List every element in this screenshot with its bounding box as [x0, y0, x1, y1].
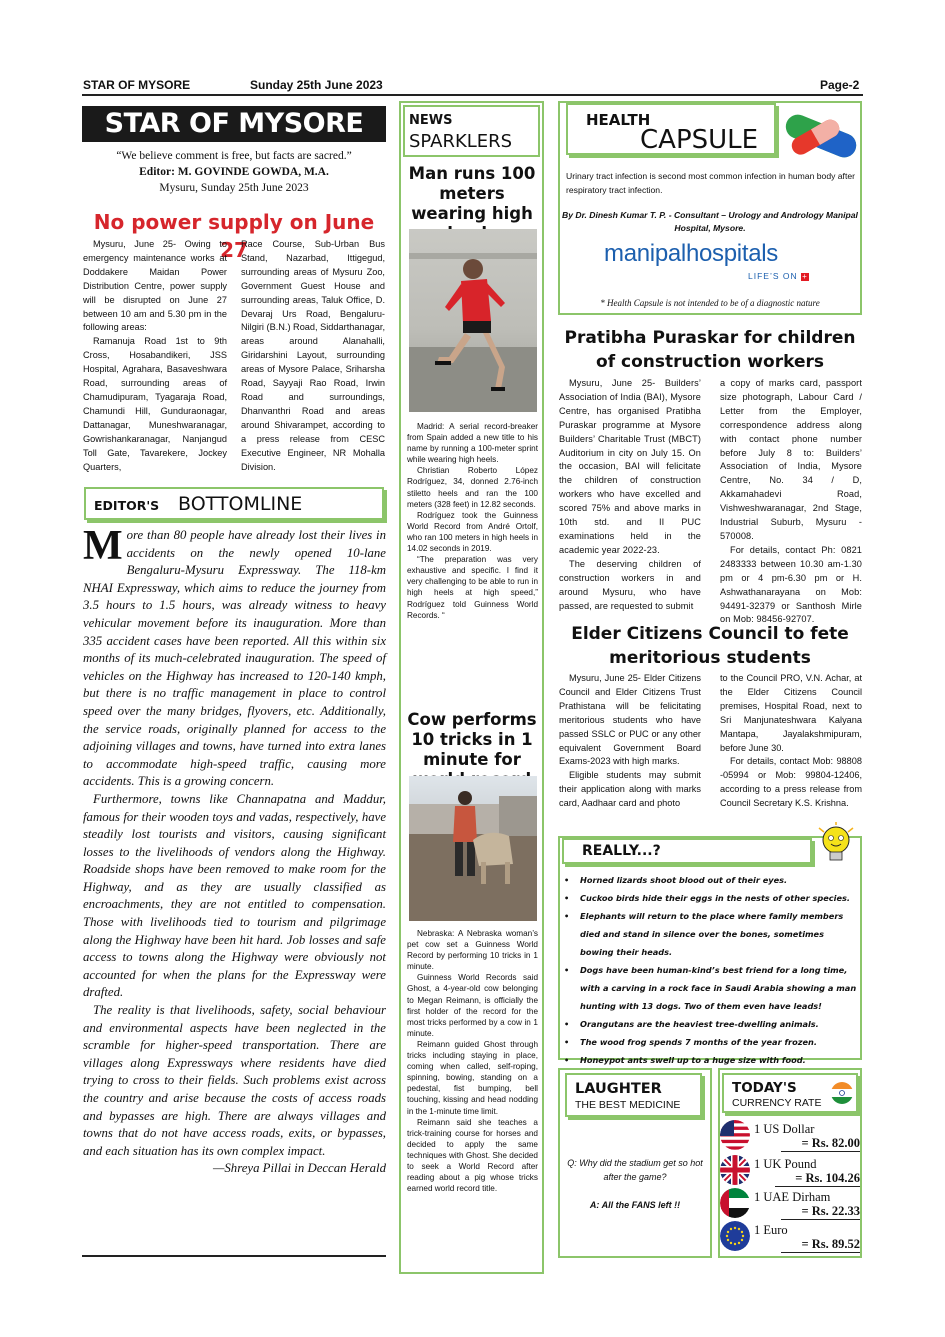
- cow-illustration: [409, 776, 537, 921]
- editorial-dropcap: M: [83, 523, 123, 569]
- elder-para: For details, contact Mob: 98808 -05994 or Mob: 99804-12406, according to a press release from Council Secretary K.S. Krishna.: [720, 756, 862, 809]
- header-paper-name: STAR OF MYSORE: [83, 78, 191, 92]
- elder-para: to the Council PRO, V.N. Achar, at the Elder Citizens Council premises, Hospital Road, next to Sri Manjunateshwara Kalyana Mantapa, Jayalakshmipuram, before June 30.: [720, 673, 862, 753]
- masthead-motto: “We believe comment is free, but facts are sacred.”: [116, 150, 352, 162]
- editorial-label-b: BOTTOMLINE: [178, 493, 303, 515]
- sparkler-2-body: [407, 928, 538, 1194]
- india-flag-icon: [830, 1081, 854, 1105]
- currency-name: 1 UAE Dirham: [754, 1190, 831, 1204]
- really-fact: • Honeypot ants swell up to a huge size with food.: [560, 1051, 860, 1069]
- currency-rate: = Rs. 89.52: [781, 1237, 860, 1253]
- pratibha-headline: Pratibha Puraskar for children of construction workers: [564, 328, 856, 372]
- pratibha-col-1: [559, 377, 701, 627]
- elder-para: Mysuru, June 25- Elder Citizens Council and Elder Citizens Trust Prathistana will be felicitating meritorious students who have passed SSLC or PUC or any other equivalent Government Board Exams-2023 with high marks.: [559, 673, 701, 767]
- power-col-2: [241, 238, 385, 474]
- runner-photo: [409, 229, 537, 412]
- really-fact: • Dogs have been human-kind’s best friend for a long time, with a carving in a rock face in Saudi Arabia showing a man hunting with 13 dogs. Two of them even have leads!: [560, 961, 860, 1015]
- really-fact: • Elephants will return to the place where family members died and stand in silence over the bones, sometimes bowing their heads.: [560, 907, 860, 961]
- sparkler-2-para: Reimann said she teaches a trick-training course for horses and decided to apply the same techniques with Ghost. She decided to seek a World Record after reading about a pig whose tricks earned world record title.: [407, 1117, 538, 1194]
- currency-label-b: CURRENCY RATE: [732, 1097, 822, 1109]
- editorial-para: [83, 523, 386, 791]
- editorial-para-2: Furthermore, towns like Channapatna and Maddur, famous for their wooden toys and vadas, respectively, have steadily lost tourists and visitors, causing significant losses to the livelihoods of vendors along the Highway. Roadside shops have been removed to make room for the Highway, and as they are usually classified as encroachments, they are not entitled to compensation. Those with livelihoods tied to tourism and pilgrimage along the Highway have been hit hard. Job losses and safe access to towns along the Highway were obviously not accounted for when the plans for the Expressway were drafted.: [83, 791, 386, 1000]
- power-headline: No power supply on June 27: [93, 210, 375, 262]
- currency-row: [720, 1120, 860, 1152]
- manipal-tagline: [748, 271, 809, 281]
- health-text: Urinary tract infection is second most common infection in human body after respiratory tract infection.: [566, 171, 855, 195]
- pratibha-para: For details, contact Ph: 0821 2483333 between 10.30 am-1.30 pm or 4 pm-6.30 pm or H. Ashwathanarayana on Mob: 94491-32379 or Santhosh Mirle on Mob: 98456-92707.: [720, 544, 862, 625]
- health-label-b: CAPSULE: [640, 125, 759, 155]
- power-para: Race Course, Sub-Urban Bus Stand, Nazarbad, Ittigegud, surrounding areas of Mysuru Zoo, Government Guest House and surrounding areas, Taluk Office, D. Devaraj Urs Road, Bengaluru-Nilgiri (B.N.) Road, Siddarthanagar, areas around Alanahalli, Giridarshini Layout, surrounding areas of Mysore Palace, Sriharsha Road, Sayyaji Rao Road, Irwin Road and surroundings, Dhanvanthri Road and areas around Shivarampet, according to a press release from CESC Executive Engineer, NR Mohalla Division.: [241, 239, 386, 472]
- masthead-editor: Editor: M. GOVINDE GOWDA, M.A.: [139, 166, 329, 178]
- left-bottom-rule: [82, 1255, 386, 1257]
- really-fact: • Horned lizards shoot blood out of their eyes.: [560, 871, 860, 889]
- header-date: Sunday 25th June 2023: [250, 78, 383, 92]
- us-flag-icon: [720, 1120, 750, 1150]
- header-rule: [82, 94, 863, 96]
- sparkler-1-para: Christian Roberto López Rodríguez, 34, donned 2.76-inch stiletto heels and ran the 100 meters (328 feet) in 12.82 seconds.: [407, 466, 538, 509]
- editorial-para-1: ore than 80 people have already lost their lives in accidents on the newly opened 10-lane Bengaluru-Mysuru Expressway. The 118-km NHAI Expressway, which aims to reduce the journey from 3.5 hours to 1.5 hours, was already witness to heavy vehicular movement before its inauguration. More than 335 accident cases have been reported. All this within six months of its much-celebrated inauguration. The speed of vehicles on the Highway has increased to 120-140 kmph, but there is no traffic management in place to control speed over the many bridges, flyovers, etc. Additionally, the service roads, originally planned for access to the adjoining villages and towns, have turned into extra lanes to accommodate high-speed traffic, causing more accidents. This is a growing concern.: [83, 528, 386, 789]
- really-list: [560, 871, 860, 1069]
- laughter-answer: A: All the FANS left !!: [589, 1200, 681, 1210]
- power-para: Ramanuja Road 1st to 9th Cross, Hosabandikeri, JSS Hospital, Agrahara, Basaveshwara Road, surrounding areas of Chamudipuram, Tyagaraja Road, Chamundi Hill, Gunduraonagar, Dattanagar, Muneshwaranagar, Gowrishankaranagar, Nanjangud Toll Gate, Tavarekere, Jockey Quarters,: [83, 336, 227, 472]
- sparkler-2-para: Guinness World Records said Ghost, a 4-year-old cow belonging to Megan Reimann, is officially the first holder of the record for the most tricks performed by a cow in 1 minute.: [407, 973, 538, 1038]
- health-label-box: [566, 103, 776, 155]
- power-col-1: [83, 238, 227, 474]
- laughter-question: Q: Why did the stadium get so hot after the game?: [567, 1158, 703, 1182]
- masthead-dateline: Mysuru, Sunday 25th June 2023: [159, 182, 309, 194]
- currency-list: [720, 1120, 858, 1255]
- editorial-credit: —Shreya Pillai in Deccan Herald: [213, 1161, 386, 1176]
- currency-rate: = Rs. 104.26: [775, 1171, 860, 1187]
- really-fact: • Orangutans are the heaviest tree-dwelling animals.: [560, 1015, 860, 1033]
- sparkler-1-para: Rodríguez took the Guinness World Record from André Ortolf, who ran 100 meters in high heels in 14.02 seconds in 2019.: [407, 510, 538, 554]
- sparkler-1-headline: Man runs 100 meters wearing high: [408, 164, 536, 223]
- laughter-label-box: [565, 1073, 702, 1117]
- elder-para: Eligible students may submit their application along with marks card, Aadhaar card and photo: [559, 770, 701, 809]
- pratibha-para: Mysuru, June 25- Builders’ Association of India (BAI), Mysore Centre, has organised Pratibha Puraskar programme at Mysore Builders’ Charitable Trust (MBCT) Auditorium in city on July 15. On the occasion, BAI will felicitate the children of construction workers who have excelled and scored 75% and above marks in 10th std. and II PUC examinations held in the academic year 2022-23.: [559, 378, 701, 555]
- laughter-label-a: LAUGHTER: [575, 1081, 662, 1097]
- sparkler-2-para: Nebraska: A Nebraska woman’s pet cow set a Guinness World Record by performing 10 tricks in 1 minute.: [407, 929, 538, 972]
- header-page-number: Page-2: [820, 78, 860, 92]
- sparkler-2-headline: Cow performs 10 tricks in 1 minute for: [407, 710, 537, 769]
- health-byline: By Dr. Dinesh Kumar T. P. - Consultant – Urology and Andrology Manipal Hospital, Mysore.: [562, 210, 858, 233]
- editorial-label-box: [84, 487, 384, 520]
- health-label-a: HEALTH: [586, 111, 651, 129]
- manipal-tagline-text: LIFE’S ON: [748, 271, 798, 281]
- sparkler-1-para: Madrid: A serial record-breaker from Spain added a new title to his name by running a 100-meter sprint while wearing high heels.: [407, 422, 538, 465]
- capsule-icon: [780, 112, 862, 160]
- eu-flag-icon: [720, 1221, 750, 1251]
- currency-name: 1 UK Pound: [754, 1157, 817, 1171]
- uae-flag-icon: [720, 1188, 750, 1218]
- sparklers-label-a: NEWS: [409, 113, 453, 128]
- power-article: [83, 238, 385, 474]
- really-fact: • Cuckoo birds hide their eggs in the nests of other species.: [560, 889, 860, 907]
- masthead-title: STAR OF MYSORE: [82, 106, 386, 142]
- cow-photo: [409, 776, 537, 921]
- sparklers-label-box: [403, 105, 540, 157]
- currency-label-box: [722, 1073, 858, 1113]
- currency-rate: = Rs. 82.00: [781, 1136, 860, 1152]
- bulb-icon: [816, 822, 856, 866]
- red-cross-icon: +: [802, 272, 808, 281]
- pratibha-col-2: [720, 377, 862, 627]
- power-para: Mysuru, June 25- Owing to emergency maintenance works at Doddakere Maidan Power Distribution Centre, power supply will be disrupted on June 27 between 10 am and 5.30 pm in the following areas:: [83, 239, 227, 333]
- currency-row: [720, 1188, 860, 1220]
- elder-article: [559, 672, 862, 811]
- pill-icon: [780, 112, 862, 160]
- really-fact: • The wood frog spends 7 months of the year frozen.: [560, 1033, 860, 1051]
- editorial-body: [83, 523, 386, 1178]
- elder-col-2: [720, 672, 862, 811]
- manipal-logo: manipalhospitals: [604, 240, 778, 267]
- sparkler-1-body: [407, 421, 538, 621]
- editorial-label-a: EDITOR'S: [94, 498, 160, 513]
- editorial-para-3: The reality is that livelihoods, safety, social behaviour and environmental aspects have been neglected in the scramble for higher-speed transportation. There are villages along Expressways where residents have died trying to cross to their fields. Such problems exist across the country and arise because the costs of access roads and bypasses are high. There are always villages and towns that do not have access roads, exits, or bypasses, and each situation has its own complex impact.: [83, 1003, 386, 1158]
- health-disclaimer: * Health Capsule is not intended to be of a diagnostic nature: [600, 298, 820, 308]
- pratibha-para: a copy of marks card, passport size photograph, Labour Card / Letter from the Employer, correspondence address along with contact phone number before July 8 to: Builders’ Association of India, Mysore Centre, No. 34 / D, Akkamahadevi Road, Vishweshwaranagar, 2nd Stage, Industrial Suburb, Mysuru - 570008.: [720, 378, 862, 541]
- masthead-info: [82, 148, 386, 196]
- really-label: REALLY...?: [582, 843, 661, 859]
- currency-row: [720, 1155, 860, 1187]
- currency-row: [720, 1221, 860, 1253]
- sparklers-label-b: SPARKLERS: [409, 131, 513, 152]
- currency-rate: = Rs. 22.33: [781, 1204, 860, 1220]
- laughter-label-b: THE BEST MEDICINE: [575, 1099, 681, 1111]
- elder-col-1: [559, 672, 701, 811]
- really-label-box: [562, 838, 812, 864]
- runner-illustration: [409, 229, 537, 412]
- pratibha-para: The deserving children of construction workers in and around Mysuru, who have passed, are requested to submit: [559, 558, 701, 611]
- currency-label-a: TODAY'S: [732, 1080, 797, 1096]
- sparkler-2-para: Reimann guided Ghost through tricks including staying in place, coming when called, self-roping, spinning, bowing, standing on a pedestal, fist bumping, bell touching, kissing and head nodding in the 1-minute time limit.: [407, 1039, 538, 1116]
- pratibha-article: [559, 377, 862, 627]
- lightbulb-icon: [816, 822, 856, 866]
- sparkler-1-para: “The preparation was very exhaustive and specific. I find it very challenging to be able to run in high heels at high speed,” Rodríguez told Guinness World Records. “: [407, 555, 538, 620]
- elder-headline: Elder Citizens Council to fete meritorious students: [571, 624, 849, 668]
- currency-name: 1 Euro: [754, 1223, 788, 1237]
- currency-name: 1 US Dollar: [754, 1122, 815, 1136]
- uk-flag-icon: [720, 1155, 750, 1185]
